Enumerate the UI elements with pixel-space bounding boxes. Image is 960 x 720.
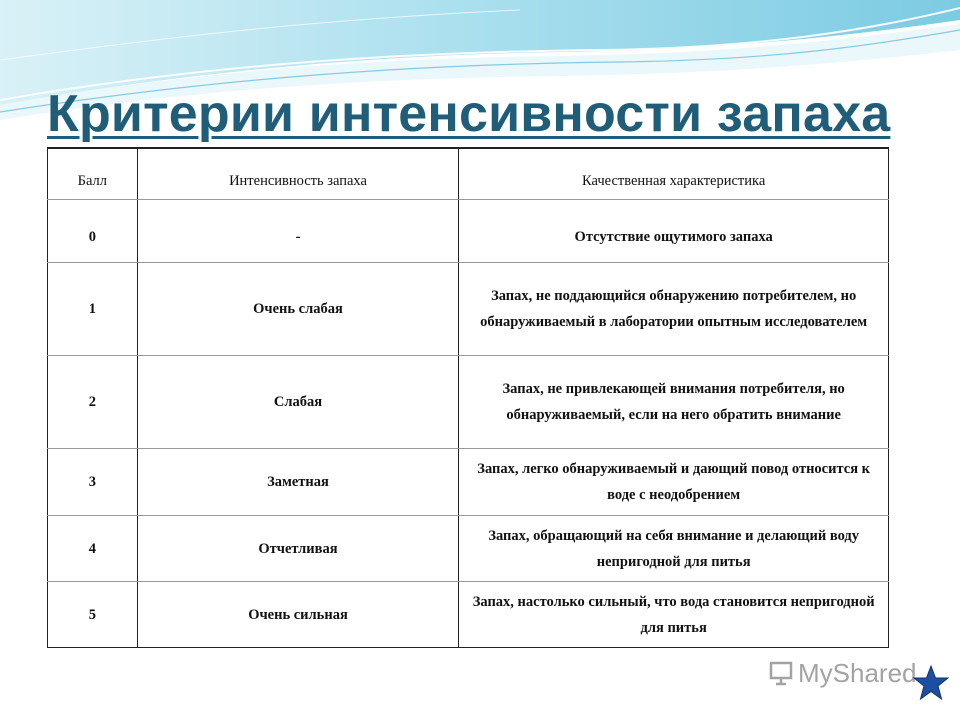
cell-score: 0 xyxy=(48,200,138,263)
cell-intensity: Заметная xyxy=(137,449,459,516)
cell-intensity: Очень слабая xyxy=(137,263,459,356)
cell-score: 1 xyxy=(48,263,138,356)
star-icon[interactable] xyxy=(912,664,950,702)
cell-score: 4 xyxy=(48,516,138,582)
cell-description: Отсутствие ощутимого запаха xyxy=(459,200,889,263)
table-row xyxy=(48,449,889,516)
table-header-row xyxy=(48,148,889,200)
table-row xyxy=(48,263,889,356)
cell-intensity: - xyxy=(137,200,459,263)
cell-description: Запах, не привлекающей внимания потребителя, но обнаруживаемый, если на него обратить внимание xyxy=(459,356,889,449)
cell-intensity: Отчетливая xyxy=(137,516,459,582)
table-row xyxy=(48,200,889,263)
table-row xyxy=(48,356,889,449)
cell-intensity: Слабая xyxy=(137,356,459,449)
watermark-text: MyShared xyxy=(798,657,917,688)
presentation-icon xyxy=(768,660,794,686)
cell-score: 2 xyxy=(48,356,138,449)
table-row xyxy=(48,582,889,648)
header-intensity: Интенсивность запаха xyxy=(137,148,459,200)
header-description: Качественная характеристика xyxy=(459,148,889,200)
page-title: Критерии интенсивности запаха xyxy=(47,85,891,143)
header-score: Балл xyxy=(48,148,138,200)
criteria-table xyxy=(47,147,889,648)
cell-description: Запах, не поддающийся обнаружению потребителем, но обнаруживаемый в лаборатории опытным исследователем xyxy=(459,263,889,356)
cell-description: Запах, легко обнаруживаемый и дающий повод относится к воде с неодобрением xyxy=(459,449,889,516)
cell-score: 5 xyxy=(48,582,138,648)
cell-score: 3 xyxy=(48,449,138,516)
watermark xyxy=(768,658,917,688)
table-row xyxy=(48,516,889,582)
cell-description: Запах, обращающий на себя внимание и делающий воду непригодной для питья xyxy=(459,516,889,582)
cell-description: Запах, настолько сильный, что вода становится непригодной для питья xyxy=(459,582,889,648)
cell-intensity: Очень сильная xyxy=(137,582,459,648)
